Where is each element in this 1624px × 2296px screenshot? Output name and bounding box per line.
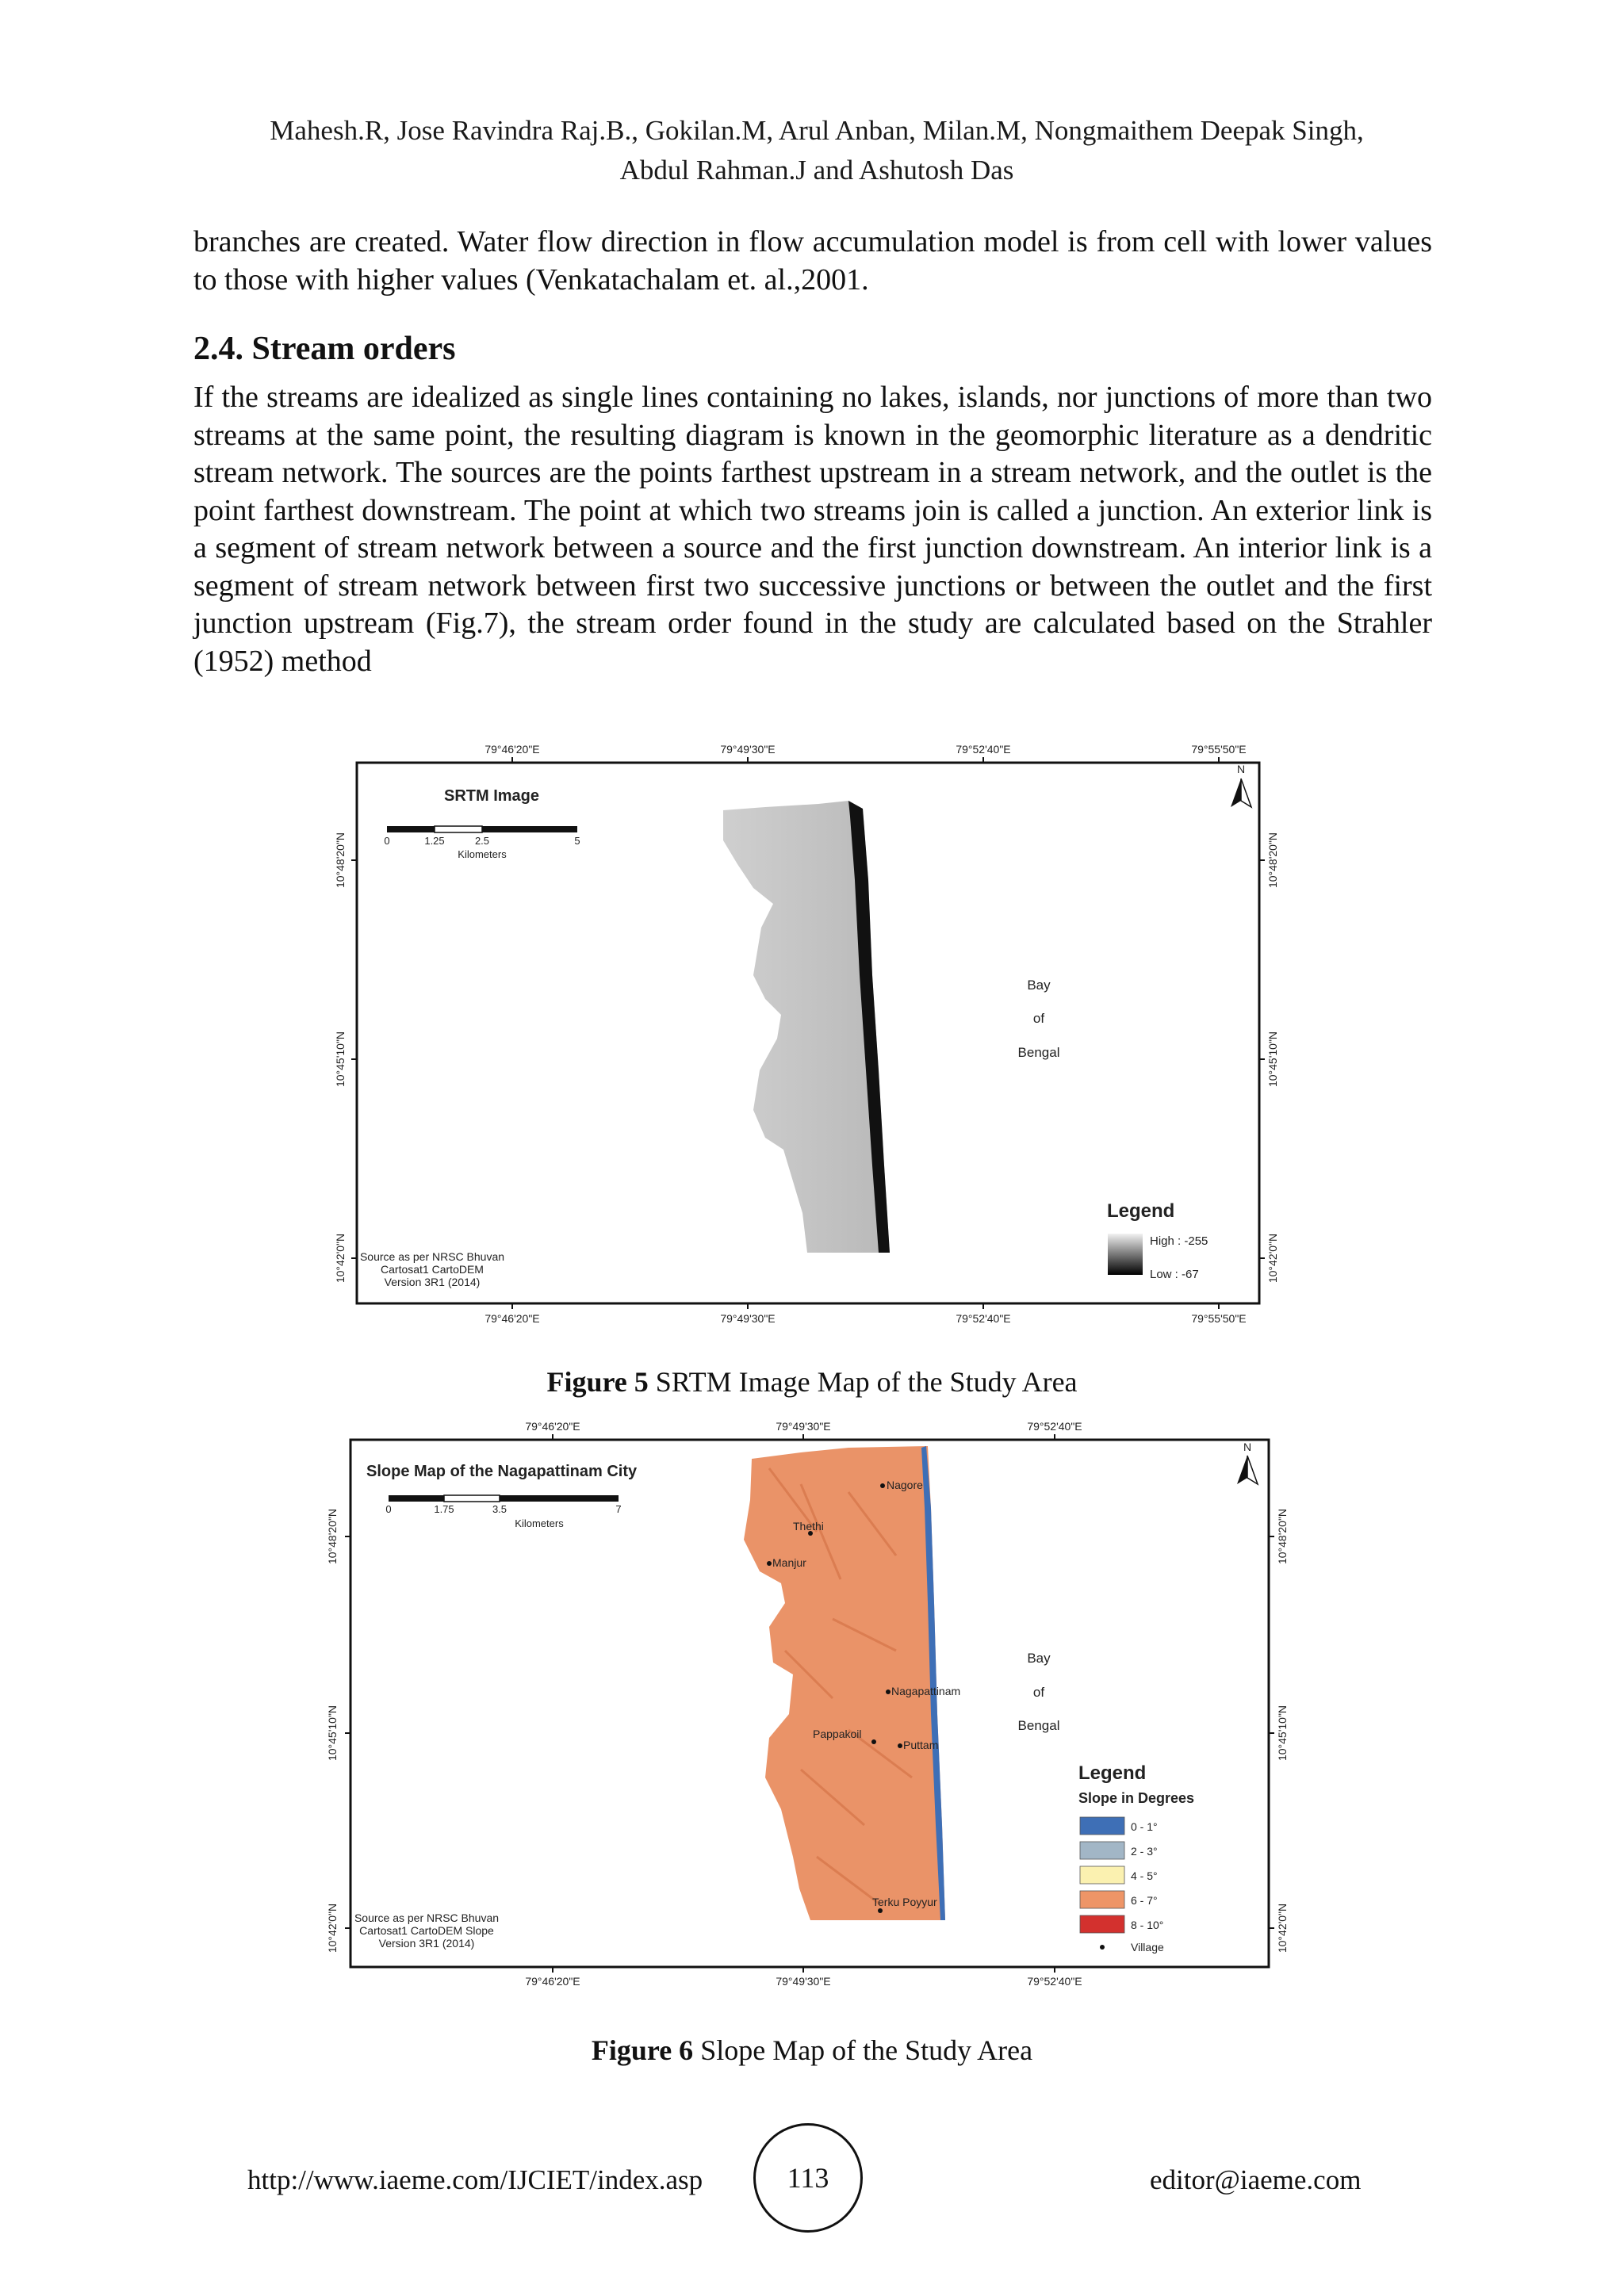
- fig6-legend-label: 4 - 5°: [1131, 1869, 1158, 1882]
- fig6-right-tick: 10°42'0"N: [1276, 1903, 1289, 1954]
- fig5-scale-label: 2.5: [474, 835, 490, 847]
- fig5-top-tick: 79°55'50"E: [1191, 743, 1247, 756]
- fig6-legend-label: 2 - 3°: [1131, 1845, 1158, 1858]
- fig5-scale-label: 0: [384, 835, 390, 847]
- fig6-bottom-tick: 79°49'30"E: [776, 1975, 831, 1988]
- fig5-left-tick: 10°45'10"N: [334, 1031, 347, 1088]
- fig6-legend-swatch: [1080, 1891, 1124, 1908]
- fig6-map-title: Slope Map of the Nagapattinam City: [366, 1463, 638, 1480]
- figure5-map: [333, 737, 1285, 1330]
- figure5-caption-text: SRTM Image Map of the Study Area: [648, 1366, 1078, 1398]
- figure6-caption-text: Slope Map of the Study Area: [693, 2034, 1033, 2066]
- fig6-legend-label: 0 - 1°: [1131, 1820, 1158, 1833]
- header-authors-line2: Abdul Rahman.J and Ashutosh Das: [619, 155, 1014, 186]
- fig5-left-tick: 10°48'20"N: [334, 832, 347, 889]
- fig6-village-label: Nagore: [887, 1479, 923, 1491]
- fig6-village-label: Terku Poyyur: [872, 1896, 937, 1908]
- fig6-left-tick: 10°42'0"N: [326, 1903, 339, 1954]
- fig6-legend-swatch: [1080, 1817, 1124, 1835]
- fig5-top-tick: 79°49'30"E: [720, 743, 776, 756]
- fig5-source: Source as per NRSC Bhuvan: [359, 1250, 505, 1263]
- fig5-top-tick: 79°46'20"E: [485, 743, 540, 756]
- fig6-village-label: Pappakoil: [813, 1728, 862, 1740]
- fig6-legend-subtitle: Slope in Degrees: [1078, 1790, 1195, 1806]
- fig5-scale-unit: Kilometers: [458, 848, 507, 860]
- fig5-bottom-tick: 79°46'20"E: [485, 1312, 540, 1325]
- fig6-left-tick: 10°48'20"N: [326, 1508, 339, 1565]
- fig5-legend-low: Low : -67: [1150, 1268, 1199, 1281]
- fig5-map-title: SRTM Image: [444, 787, 540, 805]
- fig6-top-tick: 79°49'30"E: [776, 1420, 831, 1433]
- fig5-legend-title: Legend: [1107, 1200, 1175, 1222]
- fig5-scale-label: 5: [574, 835, 580, 847]
- fig6-north-label: N: [1243, 1441, 1252, 1453]
- fig6-source: Version 3R1 (2014): [378, 1937, 475, 1950]
- fig6-legend-swatch: [1080, 1866, 1124, 1884]
- header-authors-line1: Mahesh.R, Jose Ravindra Raj.B., Gokilan.M, Arul Anban, Milan.M, Nongmaithem Deepak Singh,: [270, 115, 1364, 146]
- figure6-caption: [0, 2034, 1624, 2067]
- fig6-legend-label: 8 - 10°: [1131, 1919, 1164, 1931]
- fig6-bottom-tick: 79°52'40"E: [1027, 1975, 1082, 1988]
- fig6-legend-village: Village: [1131, 1941, 1164, 1954]
- fig6-top-tick: 79°52'40"E: [1027, 1420, 1082, 1433]
- fig6-scale-label: 3.5: [492, 1503, 508, 1515]
- fig6-legend-swatch: [1080, 1842, 1124, 1859]
- fig6-sea-label: of: [1032, 1685, 1045, 1700]
- fig5-sea-label: Bengal: [1017, 1045, 1060, 1060]
- fig6-right-tick: 10°48'20"N: [1276, 1508, 1289, 1565]
- fig5-north-label: N: [1236, 763, 1246, 775]
- page-number-text: 113: [787, 2162, 829, 2194]
- fig6-bottom-tick: 79°46'20"E: [525, 1975, 580, 1988]
- section-body: If the streams are idealized as single lines containing no lakes, islands, nor junctions of more than two streams at the same point, the resulting diagram is known in the geomorphic literature as a dendritic stream network. The sources are the points farthest upstream in a stream network, and the outlet is the point farthest downstream. The point at which two streams join is called a junction. An exterior link is a segment of stream network between a source and the first junction downstream. An interior link is a segment of stream network between first two successive junctions or between the outlet and the first junction upstream (Fig.7), the stream order found in the study are calculated based on the Strahler (1952) method: [193, 381, 1432, 678]
- fig6-village-label: Thethi: [793, 1520, 824, 1533]
- fig5-right-tick: 10°42'0"N: [1266, 1233, 1279, 1284]
- fig6-legend-swatch: [1080, 1915, 1124, 1933]
- fig6-sea-label: Bay: [1027, 1651, 1051, 1666]
- fig5-bottom-tick: 79°49'30"E: [720, 1312, 776, 1325]
- figure5-caption: [0, 1365, 1624, 1399]
- fig6-village-symbol: [1100, 1945, 1105, 1950]
- page-number: [753, 2123, 863, 2233]
- fig6-right-tick: 10°45'10"N: [1276, 1705, 1289, 1762]
- figure6-caption-label: Figure 6: [591, 2034, 694, 2066]
- fig6-scale-label: 1.75: [434, 1503, 454, 1515]
- fig6-sea-label: Bengal: [1017, 1718, 1060, 1733]
- fig5-sea-label: Bay: [1027, 978, 1051, 993]
- fig6-source: Source as per NRSC Bhuvan: [354, 1911, 500, 1924]
- figure5-caption-label: Figure 5: [546, 1366, 649, 1398]
- fig5-legend-high: High : -255: [1150, 1234, 1208, 1248]
- figure6-map: [325, 1413, 1293, 1998]
- fig5-left-tick: 10°42'0"N: [334, 1233, 347, 1284]
- fig5-bottom-tick: 79°52'40"E: [956, 1312, 1011, 1325]
- running-header: [190, 111, 1443, 190]
- fig6-scale-label: 7: [615, 1503, 622, 1515]
- fig6-village-label: Manjur: [772, 1556, 806, 1569]
- figure6-svg: [325, 1413, 1293, 1998]
- fig5-right-tick: 10°48'20"N: [1266, 832, 1279, 889]
- fig6-top-tick: 79°46'20"E: [525, 1420, 580, 1433]
- fig6-village-label: Nagapattinam: [891, 1685, 961, 1697]
- fig5-right-tick: 10°45'10"N: [1266, 1031, 1279, 1088]
- fig5-bottom-tick: 79°55'50"E: [1191, 1312, 1247, 1325]
- intro-paragraph: branches are created. Water flow direction in flow accumulation model is from cell with lower values to those with higher values (Venkatachalam et. al.,2001.: [193, 225, 1432, 297]
- fig5-sea-label: of: [1032, 1011, 1045, 1026]
- fig5-source: Version 3R1 (2014): [384, 1276, 481, 1288]
- fig6-scale-unit: Kilometers: [515, 1517, 564, 1529]
- fig5-scale-label: 1.25: [424, 835, 445, 847]
- figure5-svg: [333, 737, 1285, 1330]
- fig5-source: Cartosat1 CartoDEM: [381, 1263, 484, 1276]
- fig6-legend-title: Legend: [1078, 1762, 1147, 1784]
- fig5-legend-ramp: [1108, 1234, 1143, 1275]
- fig6-scale-label: 0: [385, 1503, 392, 1515]
- footer-journal-url[interactable]: http://www.iaeme.com/IJCIET/index.asp: [247, 2164, 703, 2195]
- fig6-village-label: Puttam: [903, 1739, 939, 1751]
- fig6-source: Cartosat1 CartoDEM Slope: [359, 1924, 494, 1937]
- fig6-legend-label: 6 - 7°: [1131, 1894, 1158, 1907]
- fig5-top-tick: 79°52'40"E: [956, 743, 1011, 756]
- section-heading: 2.4. Stream orders: [193, 331, 456, 367]
- footer-email[interactable]: editor@iaeme.com: [1150, 2164, 1362, 2195]
- fig6-left-tick: 10°45'10"N: [326, 1705, 339, 1762]
